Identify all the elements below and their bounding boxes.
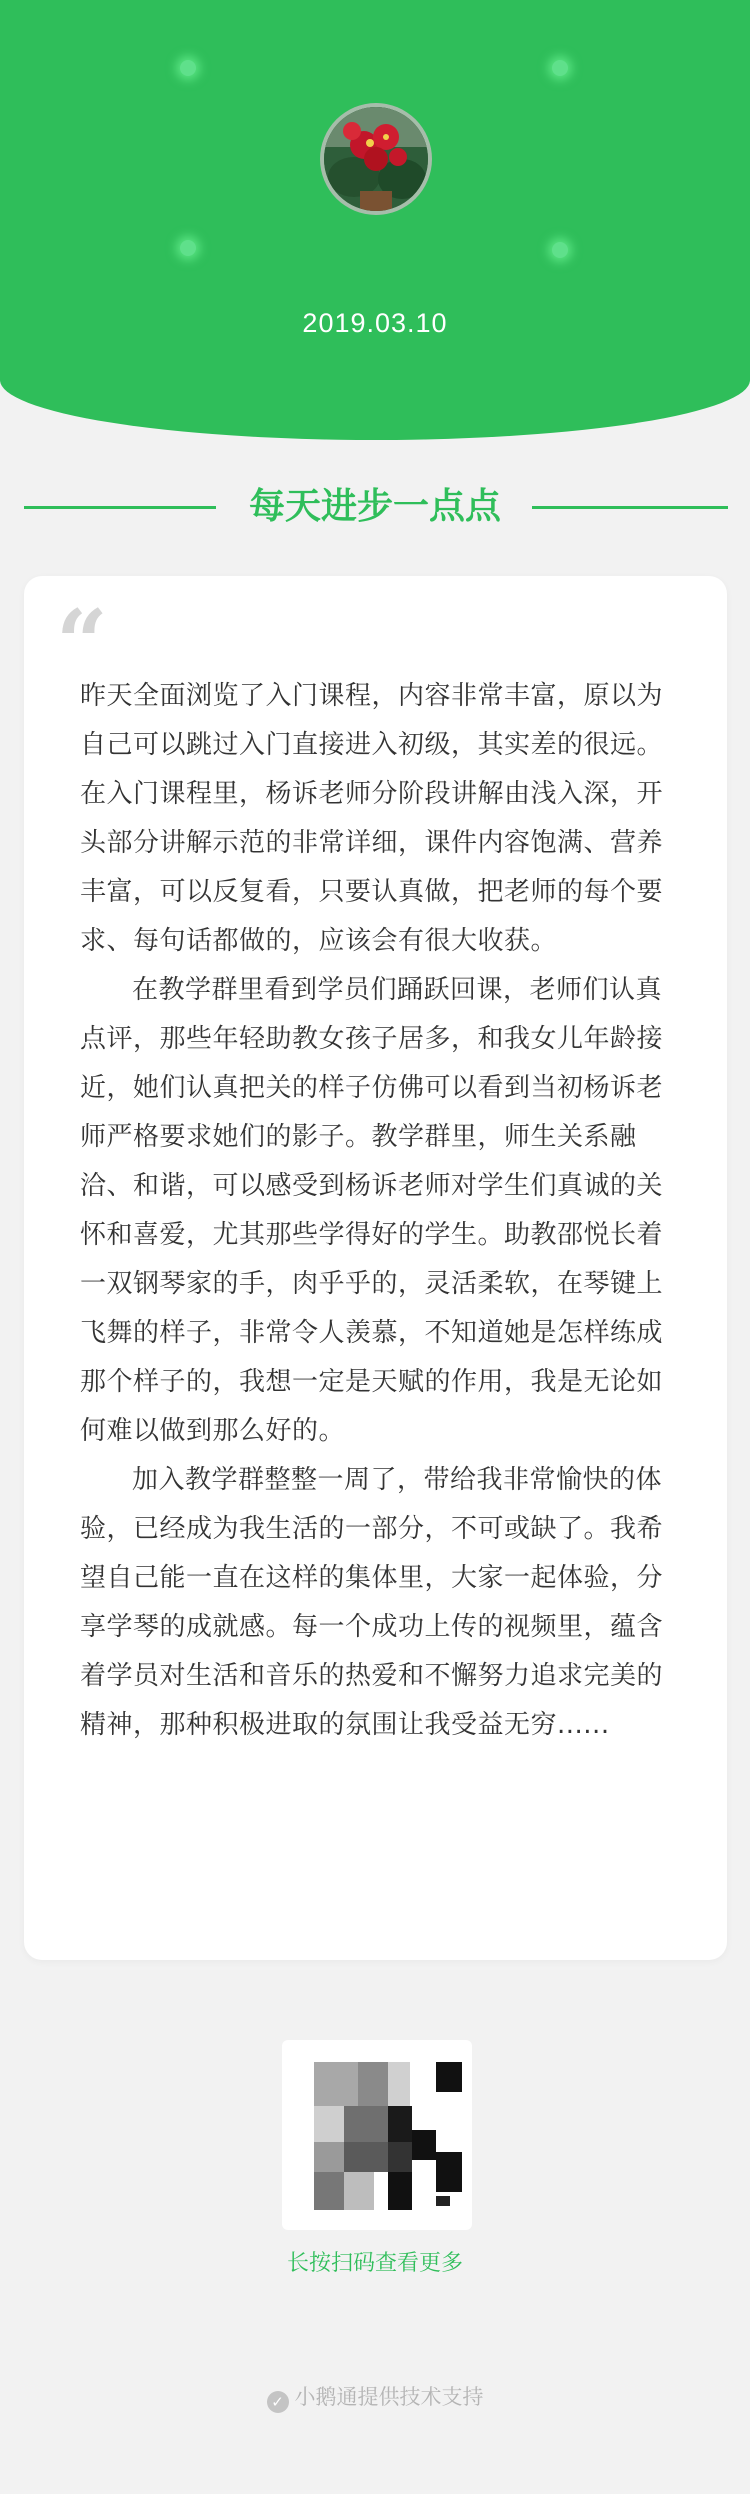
- qr-pixel: [388, 2172, 412, 2210]
- qr-code[interactable]: [282, 2040, 472, 2230]
- avatar[interactable]: [320, 103, 432, 215]
- footer: [0, 2381, 750, 2413]
- article-paragraph: 加入教学群整整一周了，带给我非常愉快的体验，已经成为我生活的一部分，不可或缺了。我希望自己能一直在这样的集体里，大家一起体验，分享学琴的成就感。每一个成功上传的视频里，蕴含着学员对生活和音乐的热爱和不懈努力追求完美的精神，那种积极进取的氛围让我受益无穷......: [80, 1465, 664, 1740]
- title-divider-right: [532, 506, 728, 509]
- qr-pixel: [314, 2142, 344, 2172]
- qr-pixel: [388, 2106, 412, 2142]
- decor-dot: [552, 242, 568, 258]
- qr-caption: 长按扫码查看更多: [286, 2251, 463, 2276]
- qr-pixel: [314, 2172, 344, 2210]
- article-paragraph: 昨天全面浏览了入门课程，内容非常丰富，原以为自己可以跳过入门直接进入初级，其实差的很远。在入门课程里，杨诉老师分阶段讲解由浅入深，开头部分讲解示范的非常详细，课件内容饱满、营养丰富，可以反复看，只要认真做，把老师的每个要求、每句话都做的，应该会有很大收获。: [80, 681, 664, 956]
- decor-dot: [180, 60, 196, 76]
- footer-text: 小鹅通提供技术支持: [294, 2385, 484, 2409]
- decor-dot: [180, 240, 196, 256]
- qr-pixel: [412, 2130, 436, 2160]
- flower-photo-icon: [324, 107, 428, 211]
- qr-pixel: [344, 2142, 388, 2172]
- qr-pixel: [344, 2172, 374, 2210]
- decor-dot: [552, 60, 568, 76]
- qr-pixel: [436, 2062, 462, 2092]
- section-title: 每天进步一点点: [248, 486, 501, 527]
- post-date: 2019.03.10: [302, 308, 448, 338]
- qr-pixel: [358, 2062, 388, 2106]
- qr-pixel: [388, 2142, 412, 2172]
- qr-pixel: [344, 2106, 388, 2142]
- qr-pixel: [436, 2196, 450, 2206]
- article-paragraph: 在教学群里看到学员们踊跃回课，老师们认真点评，那些年轻助教女孩子居多，和我女儿年龄接近，她们认真把关的样子仿佛可以看到当初杨诉老师严格要求她们的影子。教学群里，师生关系融洽、和谐，可以感受到杨诉老师对学生们真诚的关怀和喜爱，尤其那些学得好的学生。助教邵悦长着一双钢琴家的手，肉乎乎的，灵活柔软，在琴键上飞舞的样子，非常令人羡慕，不知道她是怎样练成那个样子的，我想一定是天赋的作用，我是无论如何难以做到那么好的。: [80, 975, 664, 1446]
- header-banner: [0, 0, 750, 440]
- qr-pixel: [436, 2152, 462, 2192]
- qr-pixel: [314, 2062, 358, 2106]
- quote-icon: “: [56, 590, 108, 696]
- section-header: [0, 482, 750, 532]
- check-circle-icon: ✓: [267, 2391, 289, 2413]
- article-body: [80, 672, 680, 1750]
- qr-pixel: [388, 2062, 410, 2106]
- qr-pixel: [314, 2106, 344, 2142]
